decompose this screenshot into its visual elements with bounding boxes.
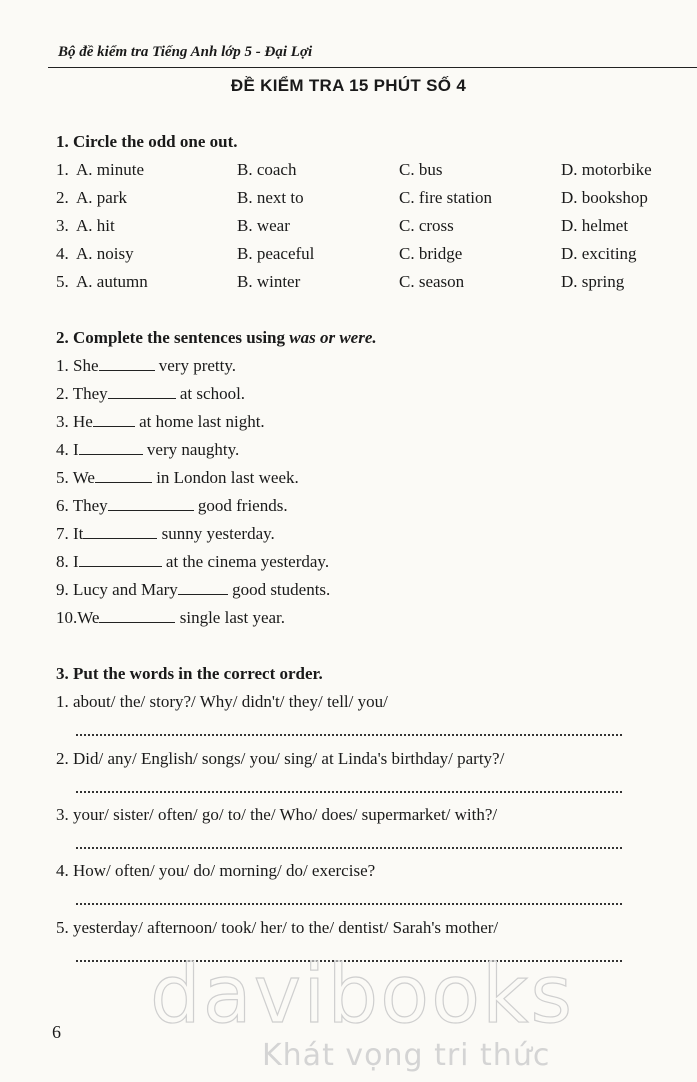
item-number: 10. — [56, 608, 78, 627]
option-b: B. coach — [237, 160, 297, 179]
option-a: A. autumn — [76, 272, 148, 291]
item-subject: I — [73, 440, 79, 459]
option-d: D. exciting — [561, 244, 637, 263]
item-number: 3. — [56, 805, 69, 824]
reorder-item — [56, 918, 498, 938]
section2-heading — [56, 328, 377, 348]
scrambled-words: about/ the/ story?/ Why/ didn't/ they/ tell/ you/ — [73, 692, 388, 711]
option-d: D. helmet — [561, 216, 629, 235]
sentence-item — [56, 524, 275, 544]
option-c: C. cross — [399, 216, 454, 235]
row-number: 4. — [56, 244, 69, 263]
option-b: B. peaceful — [237, 244, 315, 263]
reorder-item — [56, 692, 388, 712]
option-d: D. spring — [561, 272, 625, 291]
option-c: C. bridge — [399, 244, 463, 263]
answer-blank[interactable] — [93, 412, 135, 427]
option-a: A. noisy — [76, 244, 134, 263]
row-number: 2. — [56, 188, 69, 207]
option-c: C. fire station — [399, 188, 493, 207]
item-rest: very pretty. — [158, 356, 237, 375]
row-number: 3. — [56, 216, 69, 235]
item-subject: We — [72, 468, 95, 487]
scrambled-words: Did/ any/ English/ songs/ you/ sing/ at Linda's birthday/ party?/ — [73, 749, 505, 768]
item-rest: good friends. — [197, 496, 288, 515]
answer-blank[interactable] — [99, 608, 175, 623]
item-subject: It — [73, 524, 84, 543]
item-number: 1. — [56, 356, 69, 375]
item-rest: single last year. — [179, 608, 286, 627]
item-subject: He — [73, 412, 93, 431]
sentence-item — [56, 552, 329, 572]
sentence-item — [56, 496, 288, 516]
option-b: B. winter — [237, 272, 301, 291]
option-d: D. bookshop — [561, 188, 648, 207]
answer-line[interactable] — [76, 899, 622, 905]
answer-blank[interactable] — [79, 440, 143, 455]
item-number: 7. — [56, 524, 69, 543]
row-number: 5. — [56, 272, 69, 291]
item-rest: at school. — [179, 384, 246, 403]
sentence-item — [56, 608, 285, 628]
answer-blank[interactable] — [108, 384, 176, 399]
option-a: A. park — [76, 188, 127, 207]
sentence-item — [56, 468, 299, 488]
sentence-item — [56, 356, 236, 376]
answer-blank[interactable] — [108, 496, 194, 511]
answer-blank[interactable] — [99, 356, 155, 371]
item-number: 2. — [56, 384, 69, 403]
reorder-item — [56, 749, 504, 769]
option-d: D. motorbike — [561, 160, 652, 179]
watermark-slogan: Khát vọng tri thức — [262, 1038, 551, 1073]
item-number: 6. — [56, 496, 69, 515]
answer-line[interactable] — [76, 730, 622, 736]
scrambled-words: yesterday/ afternoon/ took/ her/ to the/ dentist/ Sarah's mother/ — [73, 918, 499, 937]
item-number: 3. — [56, 412, 69, 431]
item-rest: good students. — [232, 580, 331, 599]
item-rest: very naughty. — [146, 440, 240, 459]
reorder-item — [56, 861, 375, 881]
answer-blank[interactable] — [79, 552, 162, 567]
answer-blank[interactable] — [95, 468, 152, 483]
page-number: 6 — [52, 1022, 61, 1042]
sentence-item — [56, 440, 239, 460]
option-b: B. wear — [237, 216, 290, 235]
reorder-item — [56, 805, 497, 825]
option-c: C. season — [399, 272, 465, 291]
section1-heading: 1. Circle the odd one out. — [56, 132, 238, 151]
answer-blank[interactable] — [178, 580, 228, 595]
row-number: 1. — [56, 160, 69, 179]
section2-heading-italic: was or were. — [289, 328, 377, 347]
header-divider — [48, 67, 697, 68]
item-number: 9. — [56, 580, 69, 599]
item-number: 4. — [56, 861, 69, 880]
item-number: 8. — [56, 552, 69, 571]
item-number: 2. — [56, 749, 69, 768]
item-subject: She — [73, 356, 99, 375]
scrambled-words: your/ sister/ often/ go/ to/ the/ Who/ does/ supermarket/ with?/ — [73, 805, 498, 824]
sentence-item — [56, 384, 245, 404]
option-a: A. minute — [76, 160, 144, 179]
section2-heading-text: 2. Complete the sentences using — [56, 328, 290, 347]
item-subject: They — [72, 384, 108, 403]
answer-blank[interactable] — [83, 524, 157, 539]
option-c: C. bus — [399, 160, 443, 179]
sentence-item — [56, 412, 265, 432]
item-number: 4. — [56, 440, 69, 459]
section3-heading: 3. Put the words in the correct order. — [56, 664, 323, 683]
item-rest: in London last week. — [156, 468, 299, 487]
answer-line[interactable] — [76, 787, 622, 793]
option-a: A. hit — [76, 216, 115, 235]
item-rest: sunny yesterday. — [161, 524, 275, 543]
answer-line[interactable] — [76, 843, 622, 849]
test-title: ĐỀ KIỂM TRA 15 PHÚT SỐ 4 — [230, 76, 467, 95]
option-b: B. next to — [237, 188, 304, 207]
item-subject: Lucy and Mary — [73, 580, 178, 599]
watermark-brand: davibooks — [150, 948, 575, 1041]
sentence-item — [56, 580, 330, 600]
item-subject: We — [77, 608, 100, 627]
item-rest: at the cinema yesterday. — [165, 552, 330, 571]
item-subject: I — [73, 552, 79, 571]
item-subject: They — [72, 496, 108, 515]
item-number: 5. — [56, 918, 69, 937]
scrambled-words: How/ often/ you/ do/ morning/ do/ exercise? — [73, 861, 376, 880]
item-number: 5. — [56, 468, 69, 487]
book-header: Bộ đề kiểm tra Tiếng Anh lớp 5 - Đại Lợi — [58, 44, 313, 60]
item-rest: at home last night. — [139, 412, 265, 431]
item-number: 1. — [56, 692, 69, 711]
